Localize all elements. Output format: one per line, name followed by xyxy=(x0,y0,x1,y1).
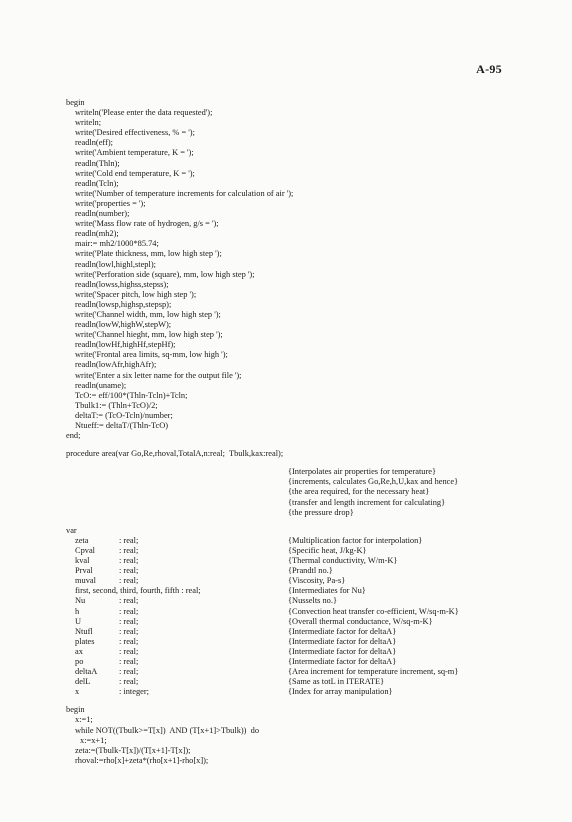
var-declaration-row xyxy=(66,546,536,556)
var-name: zeta xyxy=(75,535,89,545)
var-declaration-row xyxy=(66,576,536,586)
code-line: write('Cold end temperature, K = '); xyxy=(75,168,195,178)
code-line: Tbulk1:= (Thln+TcO)/2; xyxy=(75,400,158,410)
code-line: write('Ambient temperature, K = '); xyxy=(75,148,194,158)
var-comment: {Convection heat transfer co-efficient, W/sq-m-K} xyxy=(288,606,459,616)
var-type: : real; xyxy=(119,556,139,566)
code-line: write('Mass flow rate of hydrogen, g/s = '); xyxy=(75,219,219,229)
var-comment: {Intermediates for Nu} xyxy=(288,586,366,596)
code-listing xyxy=(66,98,536,766)
code-line: write('Enter a six letter name for the output file '); xyxy=(75,370,242,380)
var-name: delL xyxy=(75,677,91,687)
var-type: : real; xyxy=(119,606,139,616)
procedure-declaration: procedure area(var Go,Re,rhoval,TotalA,n:real; Tbulk,kax:real); xyxy=(66,449,284,459)
var-name: Prval xyxy=(75,566,93,576)
var-name: po xyxy=(75,656,84,666)
comment-line: {Interpolates air properties for temperature} xyxy=(288,467,437,477)
var-type: : real; xyxy=(119,667,139,677)
code-line: write('Desired effectiveness, % = '); xyxy=(75,128,195,138)
var-comment: {Intermediate factor for deltaA} xyxy=(288,626,397,636)
code-line: readln(Tcln); xyxy=(75,178,119,188)
code-line: x:=x+1; xyxy=(80,735,107,745)
var-name: kval xyxy=(75,556,90,566)
code-line: zeta:=(Tbulk-T[x])/(T[x+1]-T[x]); xyxy=(75,745,191,755)
var-name: deltaA xyxy=(75,667,98,677)
code-line: write('Channel hieght, mm, low high step '); xyxy=(75,330,223,340)
code-line: TcO:= eff/100*(Thln-Tcln)+Tcln; xyxy=(75,390,188,400)
comment-line: {transfer and length increment for calculating} xyxy=(288,497,446,507)
var-declaration-row xyxy=(66,536,536,546)
code-line: readln(lowl,highl,stepl); xyxy=(75,259,156,269)
var-type: : real; xyxy=(119,576,139,586)
var-comment: {Area increment for temperature increment, sq-m} xyxy=(288,667,459,677)
var-declaration-row xyxy=(66,617,536,627)
var-name: h xyxy=(75,606,80,616)
code-line: x:=1; xyxy=(75,715,93,725)
var-declaration-row xyxy=(66,657,536,667)
code-line: readln(eff); xyxy=(75,138,113,148)
var-type: : real; xyxy=(119,596,139,606)
var-comment: {Multiplication factor for interpolation} xyxy=(288,535,423,545)
code-line: begin xyxy=(66,98,85,107)
comment-line: {the pressure drop} xyxy=(288,507,354,517)
var-type: : real; xyxy=(119,656,139,666)
var-comment: {Thermal conductivity, W/m-K} xyxy=(288,556,398,566)
var-comment: {Intermediate factor for deltaA} xyxy=(288,646,397,656)
code-line: readln(lowsp,highsp,stepsp); xyxy=(75,299,172,309)
var-name: x xyxy=(75,687,80,697)
code-line: readln(lowAfr,highAfr); xyxy=(75,360,157,370)
code-line: write('Plate thickness, mm, low high step '); xyxy=(75,249,222,259)
comment-line: {increments, calculates Go,Re,h,U,kax and hence} xyxy=(288,477,459,487)
var-declaration-row xyxy=(66,596,536,606)
procedure-comment-block xyxy=(66,467,536,517)
procedure-body xyxy=(66,705,536,766)
var-keyword: var xyxy=(66,525,77,535)
code-line: write('Perforation side (square), mm, low high step '); xyxy=(75,269,255,279)
var-type: : real; xyxy=(119,616,139,626)
var-declaration-row xyxy=(66,586,536,596)
code-line: while NOT((Tbulk>=T[x]) AND (T[x+1]>Tbulk)) do xyxy=(75,725,260,735)
var-comment: {Overall thermal conductance, W/sq-m-K} xyxy=(288,616,433,626)
code-line: readln(lowss,highss,stepss); xyxy=(75,279,169,289)
var-type: : real; xyxy=(119,535,139,545)
var-comment: {Prandtl no.} xyxy=(288,566,333,576)
var-name: U xyxy=(75,616,82,626)
var-comment: {Specific heat, J/kg-K} xyxy=(288,545,367,555)
var-name: Nu xyxy=(75,596,86,606)
var-declaration-row xyxy=(66,647,536,657)
comment-line: {the area required, for the necessary heat} xyxy=(288,487,430,497)
code-line: readln(number); xyxy=(75,209,130,219)
var-declaration-row xyxy=(66,687,536,697)
var-comment: {Intermediate factor for deltaA} xyxy=(288,656,397,666)
code-line: begin xyxy=(66,705,85,715)
var-declaration-row xyxy=(66,566,536,576)
code-line: write('Frontal area limits, sq-mm, low high '); xyxy=(75,350,228,360)
code-line: deltaT:= (TcO-Tcln)/number; xyxy=(75,410,173,420)
var-declaration-row xyxy=(66,607,536,617)
var-type: : real; xyxy=(119,545,139,555)
var-comment: {Intermediate factor for deltaA} xyxy=(288,636,397,646)
code-line: Ntueff:= deltaT/(Thln-TcO) xyxy=(75,421,169,430)
var-name: Ntufl xyxy=(75,626,93,636)
var-name: plates xyxy=(75,636,95,646)
main-begin-block xyxy=(66,98,536,441)
var-type: : real; xyxy=(119,626,139,636)
var-comment: {Viscosity, Pa-s} xyxy=(288,576,346,586)
var-comment: {Same as totL in ITERATE} xyxy=(288,677,385,687)
code-line: end; xyxy=(66,431,81,441)
code-line: mair:= mh2/1000*85.74; xyxy=(75,239,159,249)
var-name: first, second, third, fourth, fifth : real; xyxy=(75,586,201,596)
variable-declarations xyxy=(66,536,536,698)
code-line: readln(lowHf,highHf,stepHf); xyxy=(75,340,176,350)
var-declaration-row xyxy=(66,627,536,637)
code-line: readln(uname); xyxy=(75,380,127,390)
code-line: readln(mh2); xyxy=(75,229,119,239)
code-line: write('Number of temperature increments for calculation of air '); xyxy=(75,188,294,198)
var-type: : real; xyxy=(119,646,139,656)
var-name: Cpval xyxy=(75,545,96,555)
var-name: muval xyxy=(75,576,96,586)
var-name: ax xyxy=(75,646,83,656)
var-declaration-row xyxy=(66,667,536,677)
var-type: : real; xyxy=(119,566,139,576)
var-declaration-row xyxy=(66,677,536,687)
var-type: : real; xyxy=(119,636,139,646)
var-declaration-row xyxy=(66,637,536,647)
code-line: readln(Thln); xyxy=(75,158,120,168)
var-declaration-row xyxy=(66,556,536,566)
var-type: : integer; xyxy=(119,687,149,697)
code-line: readln(lowW,highW,stepW); xyxy=(75,320,172,330)
code-line: write('Channel width, mm, low high step '); xyxy=(75,309,221,319)
code-line: write('Spacer pitch, low high step '); xyxy=(75,289,197,299)
code-line: writeln; xyxy=(75,118,102,128)
code-line: rhoval:=rho[x]+zeta*(rho[x+1]-rho[x]); xyxy=(75,755,209,765)
page-number: A-95 xyxy=(476,62,502,76)
code-line: write('properties = '); xyxy=(75,198,146,208)
code-line: writeln('Please enter the data requested'); xyxy=(75,108,213,118)
var-comment: {Index for array manipulation} xyxy=(288,687,393,697)
var-comment: {Nusselts no.} xyxy=(288,596,337,606)
var-type: : real; xyxy=(119,677,139,687)
